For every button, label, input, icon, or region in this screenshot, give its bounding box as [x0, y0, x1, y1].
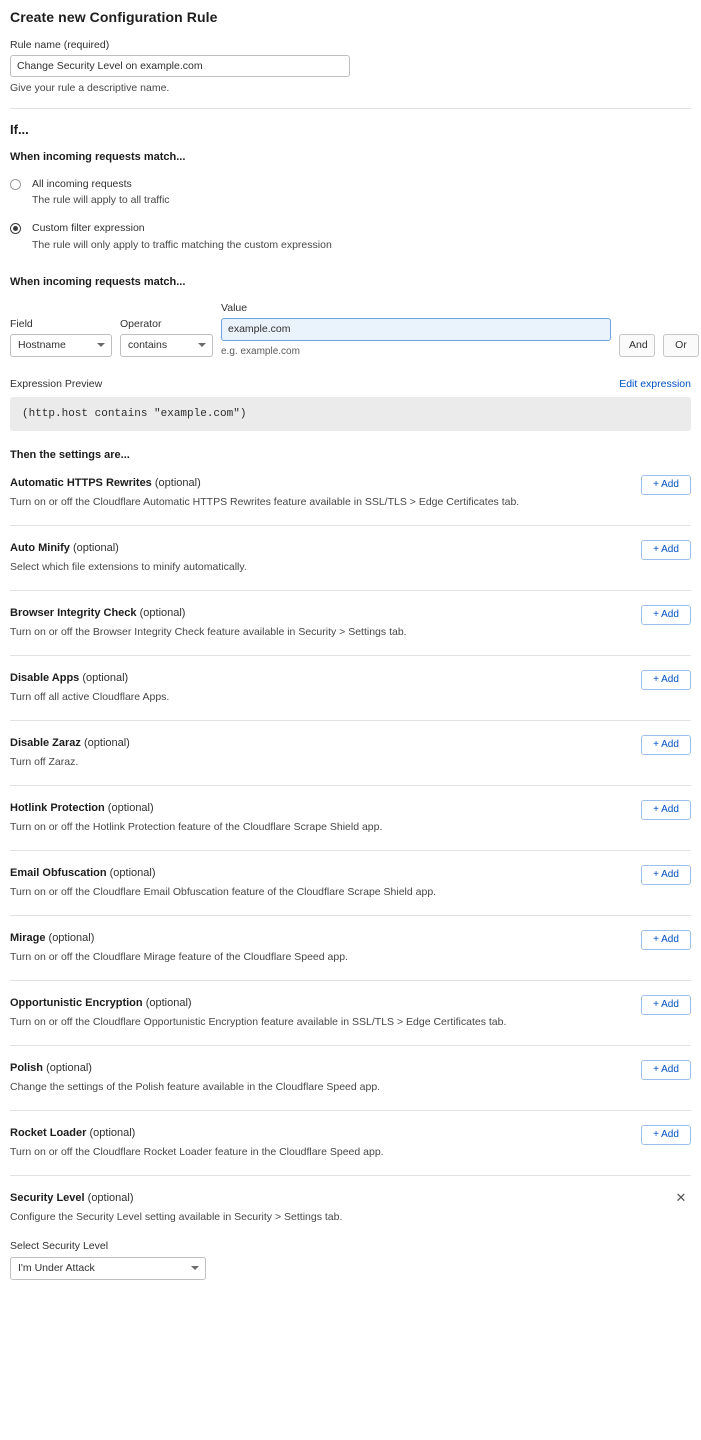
setting-description: Turn off all active Cloudflare Apps.: [10, 690, 170, 703]
setting-row: [10, 786, 691, 851]
edit-expression-link[interactable]: Edit expression: [619, 377, 691, 390]
page-title: Create new Configuration Rule: [10, 9, 218, 25]
setting-description: Turn on or off the Hotlink Protection feature of the Cloudflare Scrape Shield app.: [10, 820, 383, 833]
rule-name-help: Give your rule a descriptive name.: [10, 82, 170, 94]
radio-selected-icon[interactable]: [10, 223, 21, 234]
add-setting-button[interactable]: + Add: [641, 605, 691, 625]
chevron-down-icon: [97, 343, 105, 347]
match-heading: When incoming requests match...: [10, 151, 186, 163]
add-setting-button[interactable]: + Add: [641, 735, 691, 755]
setting-title: Email Obfuscation (optional): [10, 866, 156, 879]
setting-description: Turn on or off the Cloudflare Mirage feature of the Cloudflare Speed app.: [10, 950, 348, 963]
add-setting-button[interactable]: + Add: [641, 995, 691, 1015]
setting-description: Turn on or off the Cloudflare Rocket Loader feature in the Cloudflare Speed app.: [10, 1145, 384, 1158]
radio-all-incoming-requests[interactable]: [10, 177, 691, 207]
divider: [10, 108, 691, 109]
rule-name-label: Rule name (required): [10, 39, 110, 51]
add-setting-button[interactable]: + Add: [641, 865, 691, 885]
setting-description: Turn off Zaraz.: [10, 755, 79, 768]
setting-title: Hotlink Protection (optional): [10, 801, 154, 814]
setting-description: Turn on or off the Cloudflare Email Obfuscation feature of the Cloudflare Scrape Shield app.: [10, 885, 437, 898]
operator-select-value: contains: [128, 339, 168, 352]
setting-row: [10, 851, 691, 916]
setting-title: Browser Integrity Check (optional): [10, 606, 186, 619]
setting-row: [10, 916, 691, 981]
add-setting-button[interactable]: + Add: [641, 1125, 691, 1145]
expression-header: [10, 378, 691, 390]
value-label: Value: [221, 301, 248, 314]
setting-description: Configure the Security Level setting available in Security > Settings tab.: [10, 1210, 343, 1223]
setting-description: Select which file extensions to minify automatically.: [10, 560, 247, 573]
field-select-value: Hostname: [18, 339, 66, 352]
value-input[interactable]: [221, 318, 611, 341]
close-icon[interactable]: ✕: [673, 1190, 689, 1206]
chevron-down-icon: [198, 343, 206, 347]
add-setting-button[interactable]: + Add: [641, 475, 691, 495]
setting-title: Automatic HTTPS Rewrites (optional): [10, 476, 201, 489]
if-section-title: If...: [10, 122, 29, 137]
setting-row: [10, 1111, 691, 1176]
add-setting-button[interactable]: + Add: [641, 1060, 691, 1080]
operator-column: [120, 318, 213, 357]
setting-row: [10, 526, 691, 591]
setting-row: [10, 461, 691, 526]
setting-description: Turn on or off the Cloudflare Automatic HTTPS Rewrites feature available in SSL/TLS > Edge Certificates tab.: [10, 495, 520, 508]
or-button[interactable]: Or: [663, 334, 699, 357]
setting-description: Turn on or off the Browser Integrity Check feature available in Security > Settings tab.: [10, 625, 407, 638]
chevron-down-icon: [191, 1266, 199, 1270]
rule-name-input[interactable]: [10, 55, 350, 77]
setting-description: Turn on or off the Cloudflare Opportunistic Encryption feature available in SSL/TLS > Edge Certificates tab.: [10, 1015, 507, 1028]
radio-all-incoming-requests-label: All incoming requests: [32, 178, 132, 190]
setting-title: Disable Zaraz (optional): [10, 736, 130, 749]
setting-title: Auto Minify (optional): [10, 541, 119, 554]
radio-all-incoming-requests-desc: The rule will apply to all traffic: [32, 194, 170, 207]
field-select[interactable]: [10, 334, 112, 357]
operator-select[interactable]: [120, 334, 213, 357]
radio-icon[interactable]: [10, 179, 21, 190]
expression-preview-box: (http.host contains "example.com"): [10, 397, 691, 431]
security-level-select[interactable]: [10, 1257, 206, 1280]
setting-row: [10, 1046, 691, 1111]
setting-row: [10, 656, 691, 721]
then-settings-title: Then the settings are...: [10, 448, 130, 461]
filter-row: [10, 302, 691, 357]
add-setting-button[interactable]: + Add: [641, 540, 691, 560]
setting-row-security-level: [10, 1176, 691, 1297]
setting-title: Security Level (optional): [10, 1191, 134, 1204]
add-setting-button[interactable]: + Add: [641, 800, 691, 820]
and-button[interactable]: And: [619, 334, 655, 357]
setting-row: [10, 591, 691, 656]
security-level-select-value: I'm Under Attack: [18, 1262, 95, 1275]
setting-title: Opportunistic Encryption (optional): [10, 996, 192, 1009]
radio-custom-filter-expression-label: Custom filter expression: [32, 222, 145, 235]
security-level-select-label: Select Security Level: [10, 1239, 109, 1252]
configuration-rule-form: [0, 9, 701, 1297]
rule-name-group: [10, 39, 691, 94]
field-label: Field: [10, 317, 33, 330]
setting-title: Polish (optional): [10, 1061, 92, 1074]
add-setting-button[interactable]: + Add: [641, 930, 691, 950]
setting-row: [10, 981, 691, 1046]
filter-heading: When incoming requests match...: [10, 275, 186, 288]
setting-row: [10, 721, 691, 786]
value-hint: e.g. example.com: [221, 345, 300, 357]
add-setting-button[interactable]: + Add: [641, 670, 691, 690]
setting-title: Disable Apps (optional): [10, 671, 129, 684]
field-column: [10, 318, 112, 357]
radio-custom-filter-expression-desc: The rule will only apply to traffic matching the custom expression: [32, 238, 332, 251]
expression-preview-label: Expression Preview: [10, 377, 103, 390]
setting-description: Change the settings of the Polish feature available in the Cloudflare Speed app.: [10, 1080, 381, 1093]
setting-title: Rocket Loader (optional): [10, 1126, 136, 1139]
operator-label: Operator: [120, 317, 162, 330]
setting-title: Mirage (optional): [10, 931, 95, 944]
value-column: [221, 302, 611, 357]
radio-custom-filter-expression[interactable]: [10, 221, 691, 251]
